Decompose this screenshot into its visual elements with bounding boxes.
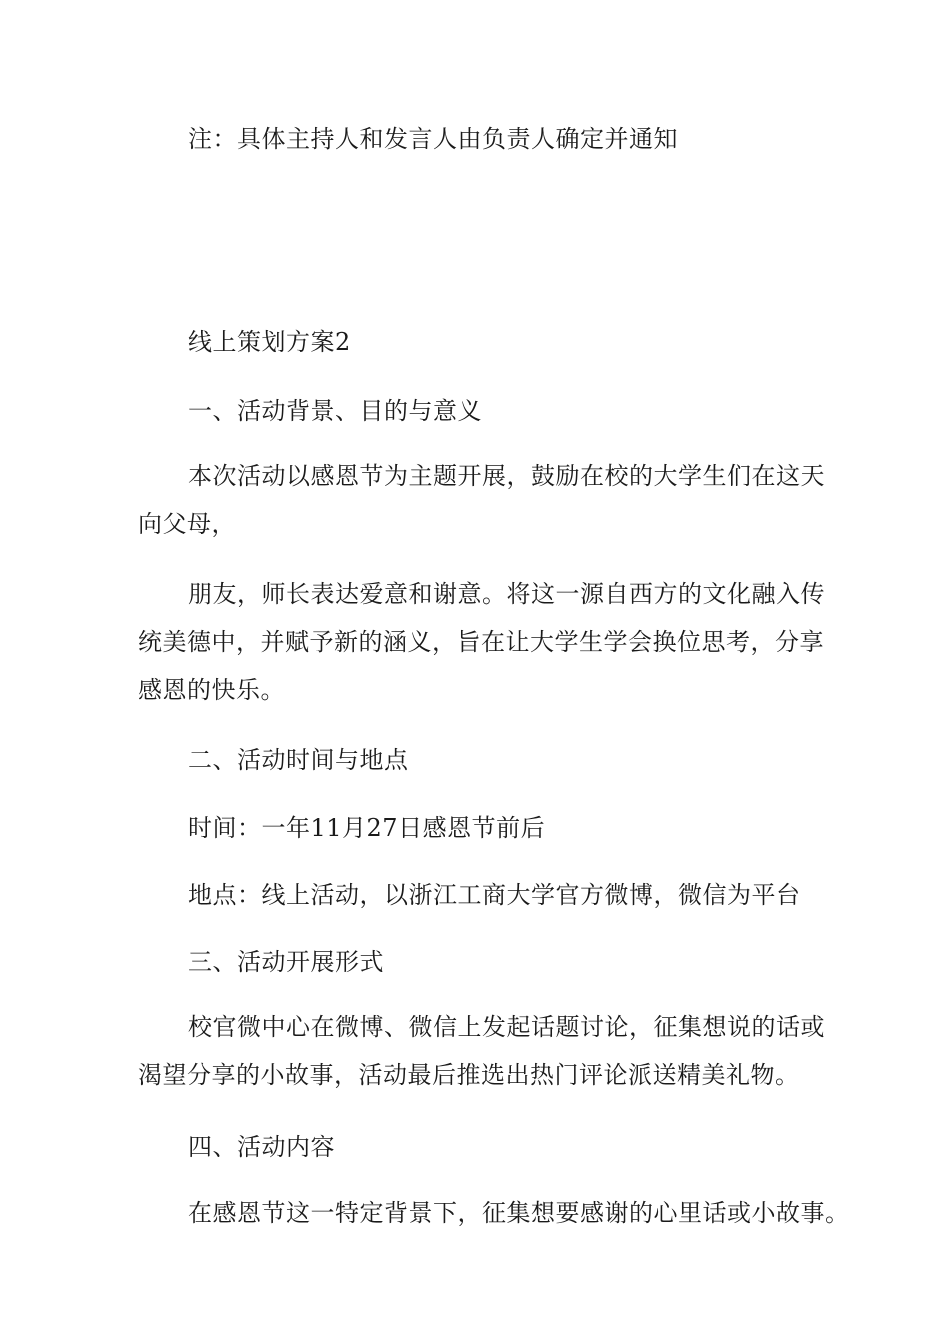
paragraph-background-2: 朋友，师长表达爱意和谢意。将这一源自西方的文化融入传统美德中，并赋予新的涵义，旨在让大学生学会换位思考，分享感恩的快乐。 (138, 580, 825, 704)
heading-background: 一、活动背景、目的与意义 (188, 397, 482, 425)
time-text: 时间：一年11月27日感恩节前后 (188, 814, 546, 842)
paragraph-background-1: 本次活动以感恩节为主题开展，鼓励在校的大学生们在这天向父母， (138, 462, 825, 538)
paragraph-format: 校官微中心在微博、微信上发起话题讨论，征集想说的话或渴望分享的小故事，活动最后推选出热门评论派送精美礼物。 (138, 1013, 825, 1089)
heading-time-place: 二、活动时间与地点 (188, 746, 409, 774)
note-text: 注：具体主持人和发言人由负责人确定并通知 (188, 125, 678, 153)
heading-content: 四、活动内容 (188, 1133, 335, 1161)
place-text: 地点：线上活动，以浙江工商大学官方微博，微信为平台 (188, 881, 801, 909)
paragraph-content: 在感恩节这一特定背景下，征集想要感谢的心里话或小故事。 (188, 1199, 850, 1227)
heading-format: 三、活动开展形式 (188, 948, 384, 976)
section-title: 线上策划方案2 (188, 328, 351, 356)
